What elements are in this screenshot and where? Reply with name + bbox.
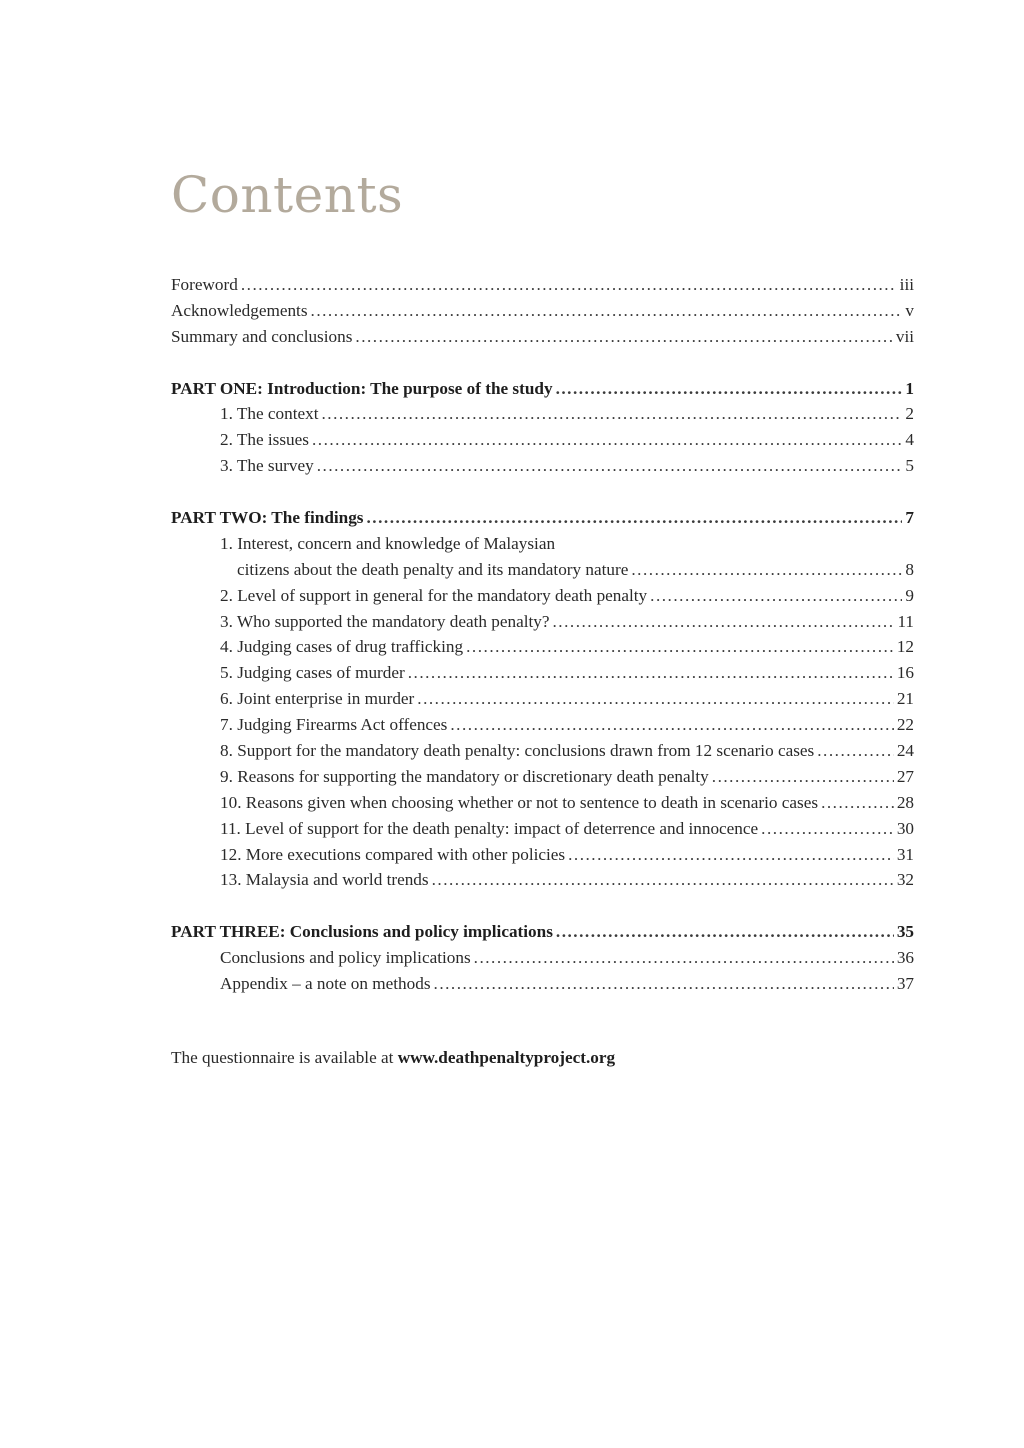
toc-entry-label: 9. Reasons for supporting the mandatory or discretionary death penalty xyxy=(220,766,709,786)
toc-entry-label: Conclusions and policy implications xyxy=(220,948,471,968)
toc-entry[interactable] xyxy=(171,816,914,842)
spacer xyxy=(171,893,914,919)
toc-entry-page: 27 xyxy=(896,766,914,786)
toc-entry-page: iii xyxy=(899,275,914,294)
toc-part-label: PART ONE: Introduction: The purpose of the study xyxy=(171,378,553,398)
toc-entry-label: Appendix – a note on methods xyxy=(220,974,431,994)
toc-entry-label: 11. Level of support for the death penalty: impact of deterrence and innocence xyxy=(220,818,759,838)
toc-entry[interactable] xyxy=(171,790,914,816)
toc-entry-label: Summary and conclusions xyxy=(171,326,353,346)
toc-entry-label: 13. Malaysia and world trends xyxy=(220,870,429,890)
toc-entry-page: 21 xyxy=(896,689,914,709)
dot-leader xyxy=(556,376,903,402)
toc-entry-page: 9 xyxy=(905,585,914,605)
toc-entry-page: 24 xyxy=(896,741,914,761)
toc-entry-page: 16 xyxy=(896,663,914,683)
toc-entry[interactable] xyxy=(171,453,914,479)
toc-entry[interactable] xyxy=(171,427,914,453)
dot-leader xyxy=(241,272,897,298)
dot-leader xyxy=(367,505,903,531)
toc-entry[interactable] xyxy=(171,634,914,660)
dot-leader xyxy=(466,634,894,660)
toc-entry-label: 6. Joint enterprise in murder xyxy=(220,689,415,709)
dot-leader xyxy=(553,609,895,635)
website-link[interactable]: www.deathpenaltyproject.org xyxy=(397,1048,616,1067)
dot-leader xyxy=(408,660,894,686)
spacer xyxy=(171,479,914,505)
toc-entry-label: 8. Support for the mandatory death penalty: conclusions drawn from 12 scenario cases xyxy=(220,741,815,761)
toc-entry-label: Acknowledgements xyxy=(171,300,308,320)
questionnaire-note xyxy=(171,1045,615,1071)
dot-leader xyxy=(474,945,894,971)
toc-entry-label: 7. Judging Firearms Act offences xyxy=(220,715,448,735)
dot-leader xyxy=(712,764,894,790)
toc-entry-label: 3. The survey xyxy=(220,456,314,476)
toc-entry-label: 2. Level of support in general for the mandatory death penalty xyxy=(220,585,648,605)
toc-entry-label: Foreword xyxy=(171,275,238,294)
dot-leader xyxy=(311,298,903,324)
note-text: The questionnaire is available at xyxy=(171,1048,398,1067)
dot-leader xyxy=(321,401,902,427)
dot-leader xyxy=(631,557,902,583)
dot-leader xyxy=(568,842,894,868)
toc-entry-page: 30 xyxy=(896,818,914,838)
toc-entry-label: 1. The context xyxy=(220,404,319,424)
dot-leader xyxy=(761,816,894,842)
toc-entry[interactable] xyxy=(171,971,914,997)
toc-entry-label: 12. More executions compared with other policies xyxy=(220,844,566,864)
toc-entry-label: citizens about the death penalty and its mandatory nature xyxy=(237,559,629,579)
toc-entry-page: 11 xyxy=(897,611,914,631)
toc-entry-label: 2. The issues xyxy=(220,430,309,450)
toc-part-page: 35 xyxy=(896,922,914,942)
toc-entry-continuation[interactable] xyxy=(171,557,914,583)
spacer xyxy=(171,350,914,376)
dot-leader xyxy=(312,427,902,453)
dot-leader xyxy=(434,971,894,997)
toc-entry[interactable] xyxy=(171,945,914,971)
toc-entry-page: 22 xyxy=(896,715,914,735)
dot-leader xyxy=(556,919,894,945)
toc-entry-page: vii xyxy=(895,326,914,346)
dot-leader xyxy=(432,867,894,893)
toc-part-one-heading[interactable] xyxy=(171,376,914,402)
toc-entry[interactable] xyxy=(171,867,914,893)
toc-part-two-heading[interactable] xyxy=(171,505,914,531)
toc-entry-label: 4. Judging cases of drug trafficking xyxy=(220,637,464,657)
toc-entry-page: 37 xyxy=(896,974,914,994)
toc-entry-label: 3. Who supported the mandatory death penalty? xyxy=(220,611,550,631)
dot-leader xyxy=(417,686,894,712)
toc-entry-page: 4 xyxy=(905,430,914,450)
toc-entry[interactable] xyxy=(171,712,914,738)
toc-entry[interactable] xyxy=(171,609,914,635)
toc-entry[interactable] xyxy=(171,401,914,427)
toc-entry-page: 36 xyxy=(896,948,914,968)
toc-part-page: 1 xyxy=(905,378,914,398)
toc-entry-page: 8 xyxy=(905,559,914,579)
toc-entry[interactable] xyxy=(171,842,914,868)
toc-entry-page: 12 xyxy=(896,637,914,657)
toc-entry-page: v xyxy=(905,300,914,320)
toc-entry[interactable] xyxy=(171,764,914,790)
dot-leader xyxy=(450,712,893,738)
toc-part-three-heading[interactable] xyxy=(171,919,914,945)
toc-entry-label: 5. Judging cases of murder xyxy=(220,663,405,683)
table-of-contents xyxy=(171,272,914,997)
toc-entry-page: 31 xyxy=(896,844,914,864)
toc-entry[interactable] xyxy=(171,686,914,712)
dot-leader xyxy=(817,738,894,764)
toc-entry-page: 2 xyxy=(905,404,914,424)
toc-part-page: 7 xyxy=(905,508,914,528)
toc-entry-foreword[interactable] xyxy=(171,272,914,298)
toc-entry[interactable] xyxy=(171,660,914,686)
dot-leader xyxy=(355,324,892,350)
toc-entry-page: 28 xyxy=(896,792,914,812)
page-title: Contents xyxy=(171,166,404,224)
toc-entry-page: 5 xyxy=(905,456,914,476)
dot-leader xyxy=(821,790,894,816)
toc-entry[interactable] xyxy=(171,738,914,764)
toc-entry-page: 32 xyxy=(896,870,914,890)
toc-part-label: PART THREE: Conclusions and policy implications xyxy=(171,922,553,942)
toc-entry[interactable] xyxy=(171,583,914,609)
toc-entry-first-line[interactable] xyxy=(171,531,914,557)
dot-leader xyxy=(317,453,903,479)
toc-part-label: PART TWO: The findings xyxy=(171,508,364,528)
toc-entry-label: 10. Reasons given when choosing whether or not to sentence to death in scenario cases xyxy=(220,792,819,812)
toc-entry-summary[interactable] xyxy=(171,324,914,350)
toc-entry-acknowledgements[interactable] xyxy=(171,298,914,324)
toc-entry-label: 1. Interest, concern and knowledge of Malaysian xyxy=(220,533,556,553)
dot-leader xyxy=(650,583,902,609)
